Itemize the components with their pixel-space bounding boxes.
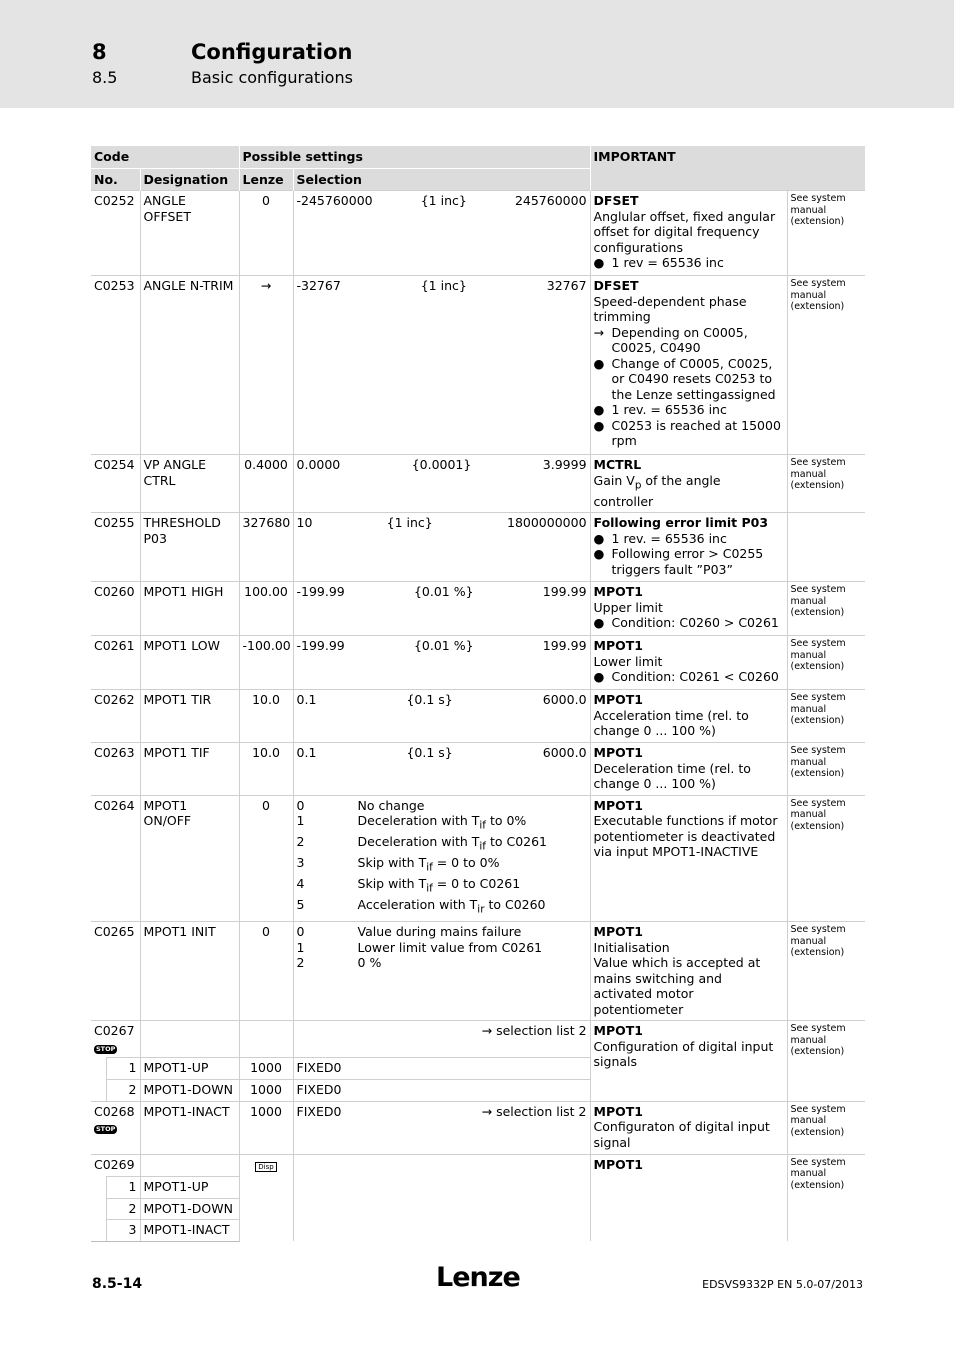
min-value: 10: [296, 515, 313, 530]
min-value: FIXED0: [296, 1103, 342, 1119]
list-item: ● Condition: C0260 > C0261: [593, 615, 779, 630]
bullet-icon: ●: [593, 530, 605, 546]
selection: [293, 636, 590, 690]
chapter-number: 8: [92, 40, 107, 64]
important-text: Configuration of digital input signals: [593, 1038, 774, 1069]
important-cell: [590, 690, 787, 743]
designation: MPOT1-INACT: [140, 1101, 239, 1154]
table-row: [91, 690, 865, 743]
max-value: 245760000: [514, 193, 587, 208]
designation: MPOT1 TIF: [140, 743, 239, 796]
important-title: Following error limit P03: [593, 515, 769, 530]
section-title: Basic configurations: [191, 68, 353, 87]
table-row: [91, 1154, 865, 1176]
see-manual: See system manual (extension): [787, 582, 865, 636]
important-text: Acceleration time (rel. to change 0 ... 100 %): [593, 707, 749, 738]
important-cell: [590, 1021, 787, 1102]
important-title: MPOT1: [593, 797, 643, 813]
see-manual: See system manual (extension): [787, 191, 865, 276]
important-cell: [590, 795, 787, 922]
selection: [293, 191, 590, 276]
lenze-value: 0: [239, 795, 293, 922]
option-list: 0 Value during mains failure 1 Lower limit value from C0261 2 0 %: [296, 924, 543, 970]
important-cell: [590, 922, 787, 1021]
max-value: 32767: [546, 278, 587, 293]
important-title: DFSET: [593, 278, 639, 293]
important-text: Executable functions if motor potentiometer is deactivated via input MPOT1-INACTIVE: [593, 813, 778, 859]
selection: [293, 690, 590, 743]
important-cell: [590, 276, 787, 455]
step-value: {1 inc}: [420, 193, 467, 208]
see-manual: See system manual (extension): [787, 922, 865, 1021]
header-no: No.: [91, 168, 140, 191]
list-item: ● 1 rev = 65536 inc: [593, 255, 724, 270]
bullet-icon: ●: [593, 255, 605, 270]
important-text: Initialisation: [593, 939, 670, 955]
see-manual: See system manual (extension): [787, 1021, 865, 1102]
designation: THRESHOLD P03: [140, 513, 239, 582]
list-item: ● Condition: C0261 < C0260: [593, 669, 779, 684]
table-row: [91, 582, 865, 636]
code-no: C0267 STOP: [91, 1021, 140, 1058]
table-row: [91, 922, 865, 1021]
chapter-title: Configuration: [191, 40, 353, 64]
step-value: {0.01 %}: [413, 584, 474, 599]
bullet-icon: ●: [593, 402, 605, 417]
see-manual: See system manual (extension): [787, 743, 865, 796]
designation: VP ANGLE CTRL: [140, 455, 239, 513]
bullet-icon: ●: [593, 417, 605, 433]
important-title: MPOT1: [593, 924, 643, 939]
table-row: [91, 1021, 865, 1058]
list-item: → Depending on C0005, C0025, C0490: [593, 324, 748, 355]
table-row: [91, 1101, 865, 1154]
code-no: C0268 STOP: [91, 1101, 140, 1154]
step-value: {0.1 s}: [406, 745, 453, 760]
lenze-value: 327680: [239, 513, 293, 582]
max-value: 199.99: [542, 638, 587, 653]
lenze-value: [239, 1154, 293, 1241]
list-item: ● Following error > C0255 triggers fault ”P03”: [593, 546, 764, 577]
header-possible-settings: Possible settings: [239, 146, 590, 169]
max-value: 6000.0: [542, 692, 587, 707]
sub-index: 2: [106, 1198, 140, 1220]
important-title: MPOT1: [593, 638, 643, 653]
table-row: [91, 276, 865, 455]
selection: [293, 276, 590, 455]
header-selection: Selection: [293, 168, 590, 191]
bullet-icon: ●: [593, 669, 605, 684]
bullet-icon: ●: [593, 615, 605, 630]
designation: MPOT1-DOWN: [140, 1080, 239, 1102]
step-value: {0.1 s}: [406, 692, 453, 707]
sub-index: 1: [106, 1176, 140, 1198]
code-table: [91, 145, 865, 1242]
max-value: 3.9999: [542, 457, 587, 472]
arrow-icon: →: [239, 276, 293, 455]
important-cell: [590, 1154, 787, 1241]
selection: [293, 1154, 590, 1241]
selection: [293, 513, 590, 582]
important-title: MPOT1: [593, 1023, 643, 1038]
min-value: -32767: [296, 278, 341, 293]
code-no: C0254: [91, 455, 140, 513]
stop-icon: STOP: [96, 1044, 116, 1053]
option-list: 0 No change 1 Deceleration with $T_{if}$ to 0% 2 Deceleration with $T_{if}$ to C0261 3 Skip with $T_{if} = 0$ to 0% 4 Skip with $T_{if} = 0$ to C0261 5 Acceleration with $T_{ir}$ to C0260: [296, 797, 548, 916]
important-cell: [590, 743, 787, 796]
min-value: -245760000: [296, 193, 373, 208]
designation: MPOT1-UP: [140, 1176, 239, 1198]
important-title: MPOT1: [593, 1103, 643, 1119]
table-row: [91, 513, 865, 582]
selection: [293, 743, 590, 796]
sub-index: 2: [106, 1080, 140, 1102]
important-title: MPOT1: [593, 692, 643, 707]
header-important: IMPORTANT: [590, 146, 865, 191]
table-header-row: [91, 146, 865, 169]
important-cell: [590, 636, 787, 690]
min-value: 0.1: [296, 745, 317, 760]
empty-cell: [787, 513, 865, 582]
sub-index: 3: [106, 1220, 140, 1242]
list-item: ● 1 rev. = 65536 inc: [593, 402, 727, 417]
selection: FIXED0 → selection list 2: [293, 1101, 590, 1154]
designation: MPOT1 INIT: [140, 922, 239, 1021]
list-item: ● Change of C0005, C0025, or C0490 resets C0253 to the Lenze settingassigned: [593, 355, 776, 402]
code-no: C0255: [91, 513, 140, 582]
see-manual: See system manual (extension): [787, 636, 865, 690]
important-text: Lower limit: [593, 653, 663, 669]
code-no: C0252: [91, 191, 140, 276]
arrow-icon: →: [481, 1103, 493, 1119]
important-text: Gain $V_p$ of the angle controller: [593, 472, 721, 509]
important-cell: [590, 513, 787, 582]
step-value: {0.01 %}: [413, 638, 474, 653]
sub-index: 1: [106, 1058, 140, 1080]
lenze-value: 10.0: [239, 743, 293, 796]
min-value: -199.99: [296, 584, 345, 599]
important-text: Value which is accepted at mains switching and activated motor potentiometer: [593, 955, 761, 1017]
stop-icon: STOP: [96, 1125, 116, 1133]
designation: MPOT1 ON/OFF: [140, 795, 239, 922]
selection: → selection list 2: [293, 1021, 590, 1058]
see-manual: See system manual (extension): [787, 455, 865, 513]
step-value: {1 inc}: [386, 515, 433, 530]
designation: [140, 1154, 239, 1176]
important-cell: [590, 455, 787, 513]
lenze-logo: Lenze: [436, 1262, 520, 1293]
list-item: ● C0253 is reached at 15000 rpm: [593, 417, 781, 448]
important-text: Anglular offset, fixed angular offset for digital frequency configurations: [593, 208, 776, 255]
important-text: Speed-dependent phase trimming: [593, 293, 747, 324]
header-designation: Designation: [140, 168, 239, 191]
arrow-icon: →: [481, 1023, 493, 1038]
designation: MPOT1-UP: [140, 1058, 239, 1080]
important-title: MPOT1: [593, 745, 643, 760]
see-manual: See system manual (extension): [787, 276, 865, 455]
table-row: [91, 795, 865, 922]
lenze-value: [239, 1021, 293, 1058]
code-no: C0260: [91, 582, 140, 636]
important-cell: [590, 1101, 787, 1154]
max-value: 6000.0: [542, 745, 587, 760]
important-title: MPOT1: [593, 584, 643, 599]
lenze-value: 0.4000: [239, 455, 293, 513]
code-no: C0253: [91, 276, 140, 455]
code-no: C0262: [91, 690, 140, 743]
max-value: 199.99: [542, 584, 587, 599]
see-manual: See system manual (extension): [787, 795, 865, 922]
selection: FIXED0: [293, 1080, 590, 1102]
list-item: ● 1 rev. = 65536 inc: [593, 530, 727, 546]
important-text: Deceleration time (rel. to change 0 ... 100 %): [593, 760, 751, 791]
page-header: [0, 0, 954, 108]
lenze-value: 1000: [239, 1101, 293, 1154]
selection: [293, 922, 590, 1021]
see-manual: See system manual (extension): [787, 690, 865, 743]
important-cell: [590, 191, 787, 276]
code-no: C0269: [91, 1154, 140, 1176]
arrow-icon: →: [593, 324, 605, 340]
designation: MPOT1-INACT: [140, 1220, 239, 1242]
lenze-value: 0: [239, 922, 293, 1021]
lenze-value: -100.00: [239, 636, 293, 690]
important-title: MPOT1: [593, 1156, 643, 1172]
display-icon: Disp: [255, 1162, 276, 1172]
lenze-value: 1000: [239, 1058, 293, 1080]
page-number: 8.5-14: [92, 1276, 143, 1292]
table-row: [91, 743, 865, 796]
designation: ANGLE OFFSET: [140, 191, 239, 276]
important-title: DFSET: [593, 193, 639, 208]
max-value: 1800000000: [507, 515, 587, 530]
selection: [293, 582, 590, 636]
designation: ANGLE N-TRIM: [140, 276, 239, 455]
designation: MPOT1 LOW: [140, 636, 239, 690]
see-manual: See system manual (extension): [787, 1154, 865, 1241]
min-value: -199.99: [296, 638, 345, 653]
lenze-value: 1000: [239, 1080, 293, 1102]
step-value: {0.0001}: [411, 457, 472, 472]
table-row: [91, 455, 865, 513]
designation: MPOT1-DOWN: [140, 1198, 239, 1220]
lenze-value: 10.0: [239, 690, 293, 743]
code-no: C0265: [91, 922, 140, 1021]
header-code: Code: [91, 146, 239, 169]
document-id: EDSVS9332P EN 5.0-07/2013: [702, 1278, 863, 1291]
designation: MPOT1 HIGH: [140, 582, 239, 636]
code-no: C0264: [91, 795, 140, 922]
important-cell: [590, 582, 787, 636]
section-number: 8.5: [92, 68, 118, 87]
min-value: 0.1: [296, 692, 317, 707]
selection: [293, 795, 590, 922]
selection: [293, 455, 590, 513]
header-lenze: Lenze: [239, 168, 293, 191]
selection: FIXED0: [293, 1058, 590, 1080]
code-no: C0261: [91, 636, 140, 690]
important-text: Upper limit: [593, 599, 663, 615]
lenze-value: 100.00: [239, 582, 293, 636]
designation: MPOT1 TIR: [140, 690, 239, 743]
lenze-value: 0: [239, 191, 293, 276]
bullet-icon: ●: [593, 546, 605, 561]
important-text: Configuraton of digital input signal: [593, 1119, 770, 1150]
step-value: {1 inc}: [420, 278, 467, 293]
important-title: MCTRL: [593, 457, 642, 472]
code-no: C0263: [91, 743, 140, 796]
designation: [140, 1021, 239, 1058]
table-row: [91, 191, 865, 276]
table-row: [91, 636, 865, 690]
min-value: 0.0000: [296, 457, 341, 472]
see-manual: See system manual (extension): [787, 1101, 865, 1154]
bullet-icon: ●: [593, 355, 605, 371]
